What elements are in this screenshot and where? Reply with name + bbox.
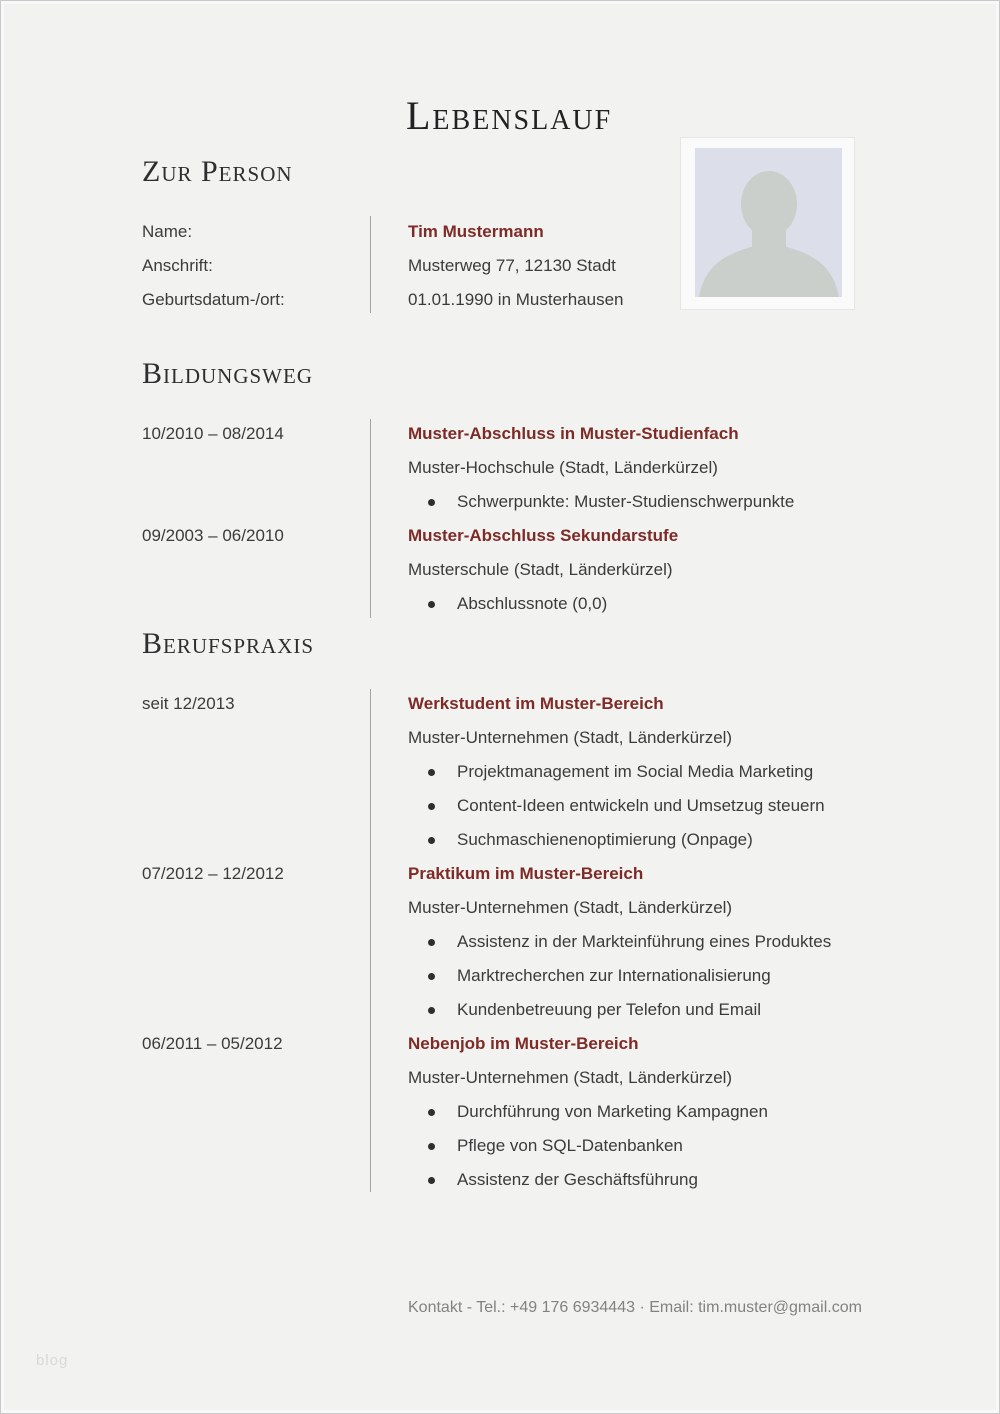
entry-bullet [408, 1129, 683, 1163]
entry-title: Nebenjob im Muster-Bereich [408, 1034, 639, 1053]
bullet-text: Assistenz der Geschäftsführung [457, 1170, 698, 1189]
bullet-text: Assistenz in der Markteinführung eines Produktes [457, 932, 832, 951]
person-address-value: Musterweg 77, 12130 Stadt [408, 256, 616, 275]
entry-date: 09/2003 – 06/2010 [142, 526, 284, 545]
entry-bullet [408, 959, 771, 993]
section-divider [370, 689, 371, 1192]
section-divider [370, 419, 371, 618]
photo-frame [680, 137, 855, 310]
bullet-icon [428, 939, 435, 946]
person-name-value: Tim Mustermann [408, 222, 544, 241]
entry-date: 06/2011 – 05/2012 [142, 1034, 283, 1053]
person-silhouette-icon [695, 284, 842, 297]
bullet-icon [428, 1007, 435, 1014]
section-heading-berufspraxis: Berufspraxis [142, 627, 315, 660]
bullet-text: Kundenbetreuung per Telefon und Email [457, 1000, 762, 1019]
person-label: Name: [142, 222, 193, 241]
person-label: Anschrift: [142, 256, 213, 275]
entry-title: Muster-Abschluss Sekundarstufe [408, 526, 679, 545]
entry-date: 10/2010 – 08/2014 [142, 424, 284, 443]
entry-bullet [408, 993, 761, 1027]
entry-title: Werkstudent im Muster-Bereich [408, 694, 664, 713]
entry-bullet [408, 1163, 698, 1197]
entry-title: Praktikum im Muster-Bereich [408, 864, 644, 883]
section-heading-zur-person: Zur Person [142, 155, 293, 188]
bullet-text: Marktrecherchen zur Internationalisierung [457, 966, 771, 985]
entry-bullet [408, 587, 607, 621]
bullet-icon [428, 1143, 435, 1150]
bullet-text: Suchmaschienenoptimierung (Onpage) [457, 830, 753, 849]
bullet-icon [428, 973, 435, 980]
entry-org: Muster-Unternehmen (Stadt, Länderkürzel) [408, 898, 733, 917]
bullet-icon [428, 769, 435, 776]
bullet-text: Durchführung von Marketing Kampagnen [457, 1102, 768, 1121]
bullet-text: Abschlussnote (0,0) [457, 594, 608, 613]
bullet-icon [428, 1177, 435, 1184]
section-heading-bildungsweg: Bildungsweg [142, 357, 313, 390]
person-birth-value: 01.01.1990 in Musterhausen [408, 290, 624, 309]
bullet-text: Schwerpunkte: Muster-Studienschwerpunkte [457, 492, 795, 511]
bullet-icon [428, 499, 435, 506]
entry-title: Muster-Abschluss in Muster-Studienfach [408, 424, 739, 443]
entry-bullet [408, 485, 794, 519]
bullet-text: Content-Ideen entwickeln und Umsetzug steuern [457, 796, 825, 815]
person-label: Geburtsdatum-/ort: [142, 290, 285, 309]
entry-org: Musterschule (Stadt, Länderkürzel) [408, 560, 673, 579]
entry-org: Muster-Unternehmen (Stadt, Länderkürzel) [408, 1068, 733, 1087]
bullet-icon [428, 1109, 435, 1116]
entry-org: Muster-Unternehmen (Stadt, Länderkürzel) [408, 728, 733, 747]
entry-bullet [408, 789, 825, 823]
entry-bullet [408, 823, 753, 857]
section-divider [370, 216, 371, 313]
entry-bullet [408, 1095, 768, 1129]
portrait-photo-placeholder [695, 148, 842, 297]
entry-bullet [408, 755, 813, 789]
entry-org: Muster-Hochschule (Stadt, Länderkürzel) [408, 458, 718, 477]
watermark-text: blog [36, 1352, 69, 1369]
bullet-icon [428, 803, 435, 810]
entry-bullet [408, 925, 831, 959]
bullet-text: Projektmanagement im Social Media Marketing [457, 762, 814, 781]
page-title: Lebenslauf [406, 93, 613, 138]
entry-date: 07/2012 – 12/2012 [142, 864, 284, 883]
bullet-text: Pflege von SQL-Datenbanken [457, 1136, 683, 1155]
bullet-icon [428, 601, 435, 608]
bullet-icon [428, 837, 435, 844]
entry-date: seit 12/2013 [142, 694, 235, 713]
contact-footer: Kontakt - Tel.: +49 176 6934443 · Email: tim.muster@gmail.com [408, 1299, 862, 1316]
